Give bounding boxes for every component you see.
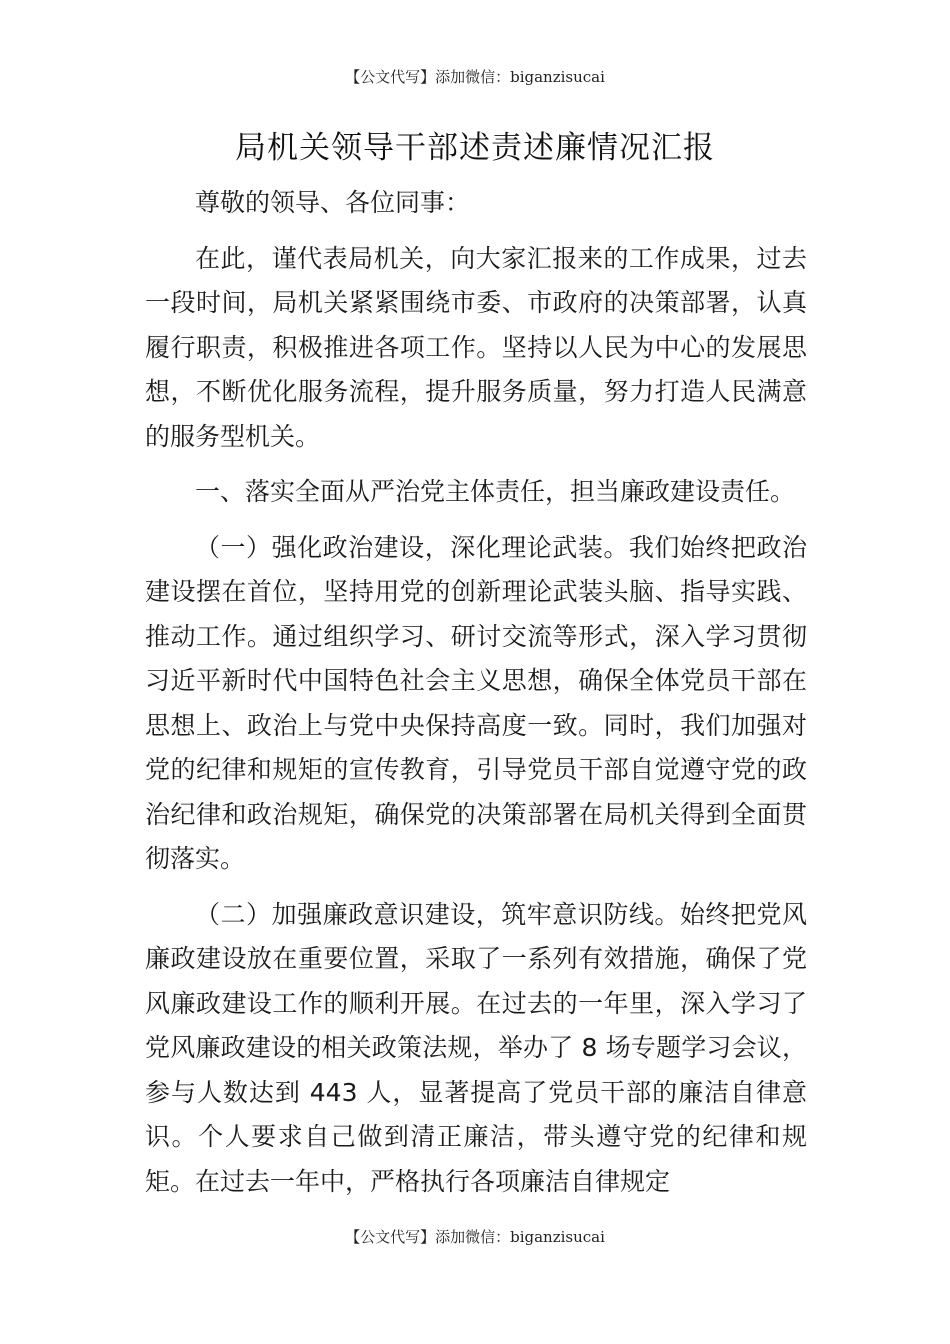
subsection-paragraph-2: （二）加强廉政意识建设，筑牢意识防线。始终把党风廉政建设放在重要位置，采取了一系列有效措施，确保了党风廉政建设工作的顺利开展。在过去的一年里，深入学习了党风廉政建设的相关政策法规，举办了 8 场专题学习会议，参与人数达到 443 人，显著提高了党员干部的廉洁自律意识。个人要求自己做到清正廉洁，带头遵守党的纪律和规矩。在过去一年中，严格执行各项廉洁自律规定	[145, 899, 807, 1196]
footer-watermark-note: 【公文代写】添加微信：biganzisucai	[345, 1228, 605, 1246]
document-body	[145, 181, 807, 1204]
section-heading-1: 一、落实全面从严治党主体责任，担当廉政建设责任。	[195, 477, 796, 506]
intro-paragraph: 在此，谨代表局机关，向大家汇报来的工作成果，过去一段时间，局机关紧紧围绕市委、市政府的决策部署，认真履行职责，积极推进各项工作。坚持以人民为中心的发展思想，不断优化服务流程，提升服务质量，努力打造人民满意的服务型机关。	[145, 243, 807, 451]
salutation-paragraph: 尊敬的领导、各位同事：	[195, 188, 471, 217]
header-watermark-note: 【公文代写】添加微信：biganzisucai	[345, 68, 605, 86]
document-title: 局机关领导干部述责述廉情况汇报	[235, 130, 715, 166]
subsection-paragraph-1: （一）强化政治建设，深化理论武装。我们始终把政治建设摆在首位，坚持用党的创新理论武装头脑、指导实践、推动工作。通过组织学习、研讨交流等形式，深入学习贯彻习近平新时代中国特色社会主义思想，确保全体党员干部在思想上、政治上与党中央保持高度一致。同时，我们加强对党的纪律和规矩的宣传教育，引导党员干部自觉遵守党的政治纪律和政治规矩，确保党的决策部署在局机关得到全面贯彻落实。	[145, 532, 807, 873]
